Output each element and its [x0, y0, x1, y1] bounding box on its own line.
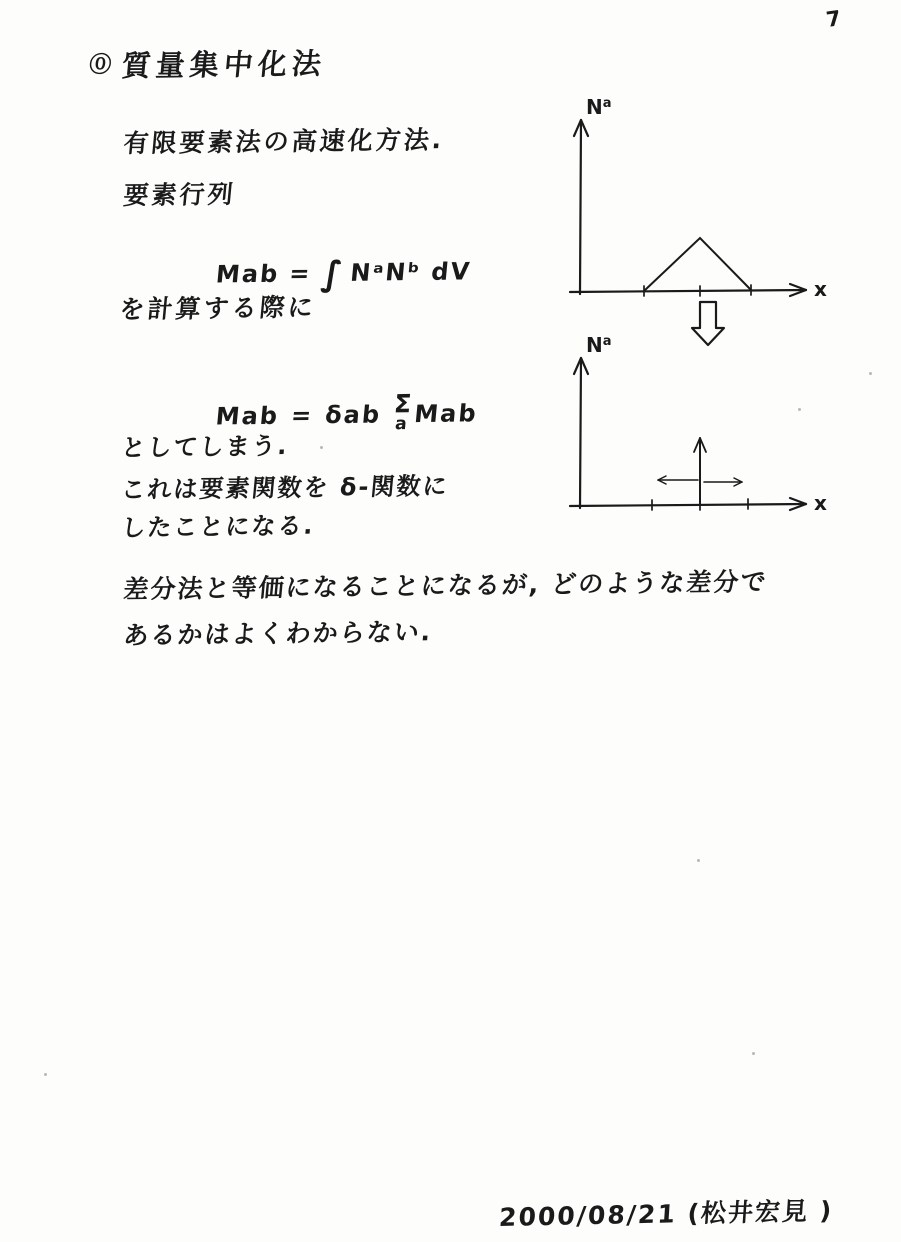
body-line-1: 有限要素法の高速化方法.	[122, 125, 446, 159]
body-line-2: 要素行列	[122, 179, 238, 211]
hat-curve	[644, 238, 751, 291]
scan-speck	[44, 1073, 47, 1076]
scan-speck	[697, 859, 700, 862]
y-axis	[580, 120, 581, 294]
body-line-5: これは要素関数を δ-関数に	[120, 472, 450, 505]
y-axis-label: $N^a$	[586, 333, 612, 357]
title-marker-icon: ⓪	[88, 52, 113, 79]
y-axis	[580, 358, 581, 508]
summation-sign: Σ	[392, 389, 415, 419]
x-axis	[570, 504, 806, 506]
x-axis-label: x	[814, 491, 827, 515]
equation-2-equals: =	[289, 401, 315, 430]
scan-speck	[798, 408, 801, 411]
equation-1-equals: =	[288, 259, 313, 288]
footer-date-author: 2000/08/21 (松井宏見 )	[498, 1196, 835, 1233]
body-line-4: としてしまう.	[120, 431, 291, 463]
delta-function-plot	[548, 330, 848, 530]
y-axis-label: $N^a$	[586, 95, 612, 119]
integral-sign: ∫	[319, 253, 347, 295]
hat-function-plot	[548, 92, 848, 322]
scan-speck	[869, 372, 872, 375]
summation-sign-group	[379, 391, 414, 434]
body-line-7: 差分法と等価になることになるが, どのような差分で	[122, 567, 769, 605]
summation-index: a	[394, 414, 410, 435]
equation-1-rhs: NᵃNᵇ dV	[349, 257, 473, 287]
scan-speck	[752, 1052, 755, 1055]
body-line-6: したことになる.	[120, 511, 317, 543]
x-axis	[570, 290, 806, 292]
body-line-3: を計算する際に	[118, 292, 318, 325]
equation-2-tail: Mab	[413, 399, 480, 429]
page-title: 質量集中化法	[120, 46, 328, 84]
equation-2-lhs: Mab	[214, 401, 281, 431]
kronecker-delta: δab	[323, 400, 383, 430]
equation-1-lhs: Mab	[214, 259, 281, 289]
body-line-8: あるかはよくわからない.	[122, 617, 434, 651]
scan-speck	[320, 446, 323, 449]
x-axis-label: x	[814, 277, 827, 301]
page-number: 7	[824, 6, 843, 32]
